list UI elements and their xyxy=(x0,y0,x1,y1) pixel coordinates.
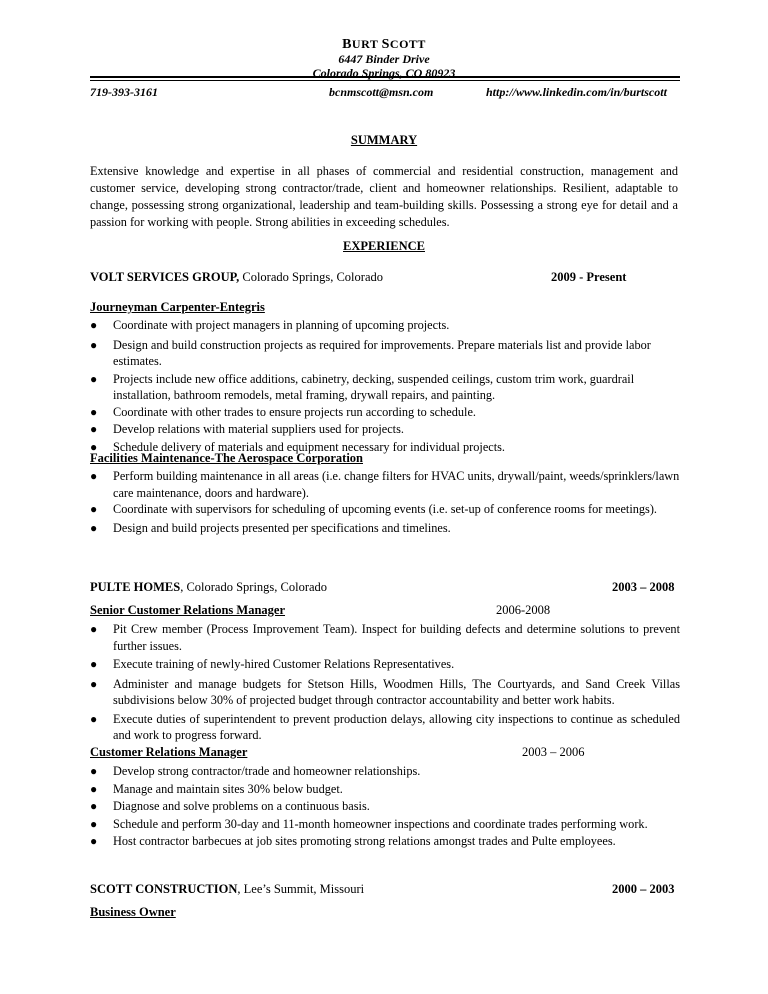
list-item: ● Projects include new office additions, cabinetry, decking, suspended ceilings, custom trim work, guardrail installation, bathroom remodels, metal framing, drywall repairs, and painting. xyxy=(90,371,635,402)
list-item: ● Pit Crew member (Process Improvement Team). Inspect for building defects and determine solutions to prevent further issues. xyxy=(90,622,680,653)
list-item: ● Coordinate with project managers in planning of upcoming projects. xyxy=(90,318,450,332)
bullet-icon: ● xyxy=(90,469,98,483)
company-name: PULTE HOMES xyxy=(90,580,181,594)
experience-heading: EXPERIENCE xyxy=(343,239,425,253)
company-scott-construction xyxy=(90,882,364,897)
bullet-icon: ● xyxy=(90,834,98,848)
list-item: ● Execute duties of superintendent to prevent production delays, allowing city inspections to continue as scheduled and work to progress forward. xyxy=(90,711,680,742)
role-business-owner: Business Owner xyxy=(90,905,176,919)
company-location: Colorado Springs, Colorado xyxy=(239,270,383,284)
pulte-role1-dates: 2006-2008 xyxy=(496,603,551,617)
volt-role2-bullets xyxy=(90,468,680,536)
address-line-2: Colorado Springs, CO 80923 xyxy=(312,66,456,80)
bullet-icon: ● xyxy=(90,318,98,332)
volt-dates: 2009 - Present xyxy=(551,270,627,284)
candidate-name: BURT SCOTT xyxy=(342,37,426,52)
address-line-1: 6447 Binder Drive xyxy=(338,52,430,66)
bullet-icon: ● xyxy=(90,657,98,671)
bullet-icon: ● xyxy=(90,439,98,454)
phone-number: 719-393-3161 xyxy=(90,85,158,99)
company-location: , Lee’s Summit, Missouri xyxy=(237,882,365,896)
company-name: VOLT SERVICES GROUP, xyxy=(90,270,240,284)
list-item: ● Coordinate with other trades to ensure projects run according to schedule. xyxy=(90,404,476,419)
list-item: ● Coordinate with supervisors for scheduling of upcoming events (i.e. set-up of conference rooms for meetings). xyxy=(90,502,657,516)
bullet-icon: ● xyxy=(90,422,98,436)
pulte-dates: 2003 – 2008 xyxy=(612,580,675,594)
bullet-icon: ● xyxy=(90,816,98,831)
resume-header xyxy=(0,37,768,80)
pulte-role2-dates: 2003 – 2006 xyxy=(522,745,585,759)
company-name: SCOTT CONSTRUCTION xyxy=(90,882,238,896)
company-volt xyxy=(90,270,383,285)
header-divider-thick xyxy=(90,76,680,78)
bullet-icon: ● xyxy=(90,520,98,535)
bullet-icon: ● xyxy=(90,781,98,796)
list-item: ● Administer and manage budgets for Stetson Hills, Woodmen Hills, The Courtyards, and Sand Creek Villas subdivisions below 30% of projected budget through contractor accountability and better work habits. xyxy=(90,676,680,707)
list-item: ● Execute training of newly-hired Customer Relations Representatives. xyxy=(90,657,455,671)
role-facilities-maintenance: Facilities Maintenance-The Aerospace Corporation xyxy=(90,451,363,465)
role-customer-relations-manager: Customer Relations Manager xyxy=(90,745,248,759)
scott-dates: 2000 – 2003 xyxy=(612,882,675,896)
role-journeyman-carpenter: Journeyman Carpenter-Entegris xyxy=(90,300,265,314)
bullet-icon: ● xyxy=(90,799,98,813)
company-location: , Colorado Springs, Colorado xyxy=(180,580,328,594)
bullet-icon: ● xyxy=(90,711,98,726)
list-item: ● Develop strong contractor/trade and homeowner relationships. xyxy=(90,764,421,778)
linkedin-url: http://www.linkedin.com/in/burtscott xyxy=(486,85,667,99)
pulte-role2-bullets xyxy=(90,763,680,850)
company-pulte xyxy=(90,580,327,595)
bullet-icon: ● xyxy=(90,337,98,352)
list-item: ● Diagnose and solve problems on a continuous basis. xyxy=(90,799,370,813)
list-item: ● Design and build construction projects as required for improvements. Prepare materials list and provide labor estimates. xyxy=(90,337,651,368)
bullet-icon: ● xyxy=(90,764,98,778)
list-item: ● Schedule delivery of materials and equipment necessary for individual projects. xyxy=(90,439,506,454)
list-item: ● Manage and maintain sites 30% below budget. xyxy=(90,781,343,796)
bullet-icon: ● xyxy=(90,371,98,386)
role-senior-customer-relations-manager: Senior Customer Relations Manager xyxy=(90,603,286,617)
header-divider-thin xyxy=(90,80,680,81)
volt-role1-bullets xyxy=(90,317,680,455)
bullet-icon: ● xyxy=(90,676,98,691)
list-item: ● Host contractor barbecues at job sites promoting strong relations amongst trades and Pulte employees. xyxy=(90,834,616,848)
bullet-icon: ● xyxy=(90,404,98,419)
summary-text: Extensive knowledge and expertise in all phases of commercial and residential construction, management and customer service, developing strong contractor/trade, client and homeowner relationships. Resilient, adaptable to change, possessing strong organizational, leadership and team-building skills. Possessing a strong eye for detail and a passion for working with people. Strong abilities in exceeding schedules. xyxy=(90,164,678,229)
list-item: ● Develop relations with material suppliers used for projects. xyxy=(90,422,404,436)
bullet-icon: ● xyxy=(90,622,98,636)
summary-heading: SUMMARY xyxy=(350,133,418,147)
email-address: bcnmscott@msn.com xyxy=(329,85,434,99)
pulte-role1-bullets xyxy=(90,621,680,744)
list-item: ● Perform building maintenance in all areas (i.e. change filters for HVAC units, drywall/paint, weeds/sprinklers/lawn care maintenance, doors and hardware). xyxy=(90,469,680,500)
list-item: ● Schedule and perform 30-day and 11-month homeowner inspections and coordinate trades performing work. xyxy=(90,816,648,831)
bullet-icon: ● xyxy=(90,502,98,516)
list-item: ● Design and build projects presented per specifications and timelines. xyxy=(90,520,451,535)
